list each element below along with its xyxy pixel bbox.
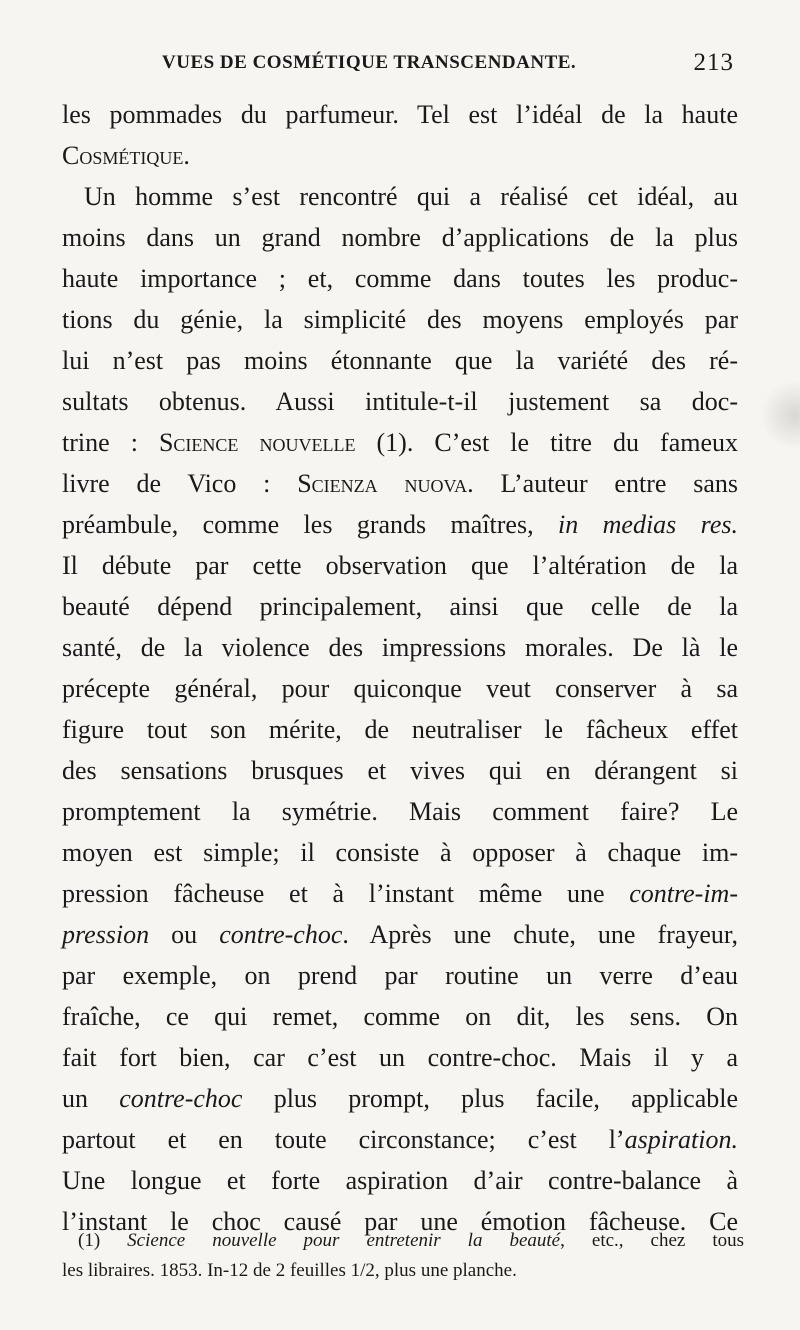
text-line: fraîche, ce qui remet, comme on dit, les sens. On bbox=[62, 1002, 738, 1031]
page-smudge bbox=[760, 380, 800, 450]
footnote-line: les libraires. 1853. In-12 de 2 feuilles 1/2, plus une planche. bbox=[62, 1260, 517, 1281]
text-line: pression ou contre-choc. Après une chute, une frayeur, bbox=[62, 920, 739, 949]
text-line: trine : Science nouvelle (1). C’est le titre du fameux bbox=[62, 428, 739, 457]
text-line: Cosmétique. bbox=[62, 141, 190, 170]
text-line: des sensations brusques et vives qui en dérangent si bbox=[62, 756, 738, 785]
text-line: précepte général, pour quiconque veut conserver à sa bbox=[62, 674, 738, 703]
page-number: 213 bbox=[693, 49, 734, 76]
text-line: fait fort bien, car c’est un contre-choc. Mais il y a bbox=[62, 1043, 738, 1072]
text-line: tions du génie, la simplicité des moyens employés par bbox=[62, 305, 738, 334]
text-line: pression fâcheuse et à l’instant même une contre-im- bbox=[62, 879, 738, 908]
text-line: santé, de la violence des impressions morales. De là le bbox=[62, 633, 738, 662]
text-line: moins dans un grand nombre d’applications de la plus bbox=[62, 223, 738, 252]
book-title-scienza-nuova: Scienza nuova bbox=[297, 469, 468, 498]
footnote-line: (1) Science nouvelle pour entretenir la beauté, etc., chez tous bbox=[78, 1230, 745, 1251]
book-title-science-nouvelle: Science nouvelle bbox=[158, 428, 356, 457]
text-line: partout et en toute circonstance; c’est l’aspiration. bbox=[62, 1125, 738, 1154]
text-line: figure tout son mérite, de neutraliser le fâcheux effet bbox=[62, 715, 738, 744]
text-line: promptement la symétrie. Mais comment faire? Le bbox=[62, 797, 738, 826]
text-line: Il débute par cette observation que l’altération de la bbox=[62, 551, 738, 580]
text-line: livre de Vico : Scienza nuova. L’auteur entre sans bbox=[62, 469, 738, 498]
text-line: moyen est simple; il consiste à opposer à chaque im- bbox=[62, 838, 738, 867]
text-line: haute importance ; et, comme dans toutes les produc- bbox=[62, 264, 738, 293]
text-line: par exemple, on prend par routine un verre d’eau bbox=[62, 961, 738, 990]
text-line: Une longue et forte aspiration d’air contre-balance à bbox=[62, 1166, 738, 1195]
paragraph-start-line: Un homme s’est rencontré qui a réalisé cet idéal, au bbox=[84, 182, 738, 211]
text-line: sultats obtenus. Aussi intitule-t-il justement sa doc- bbox=[62, 387, 738, 416]
running-head bbox=[140, 49, 740, 82]
text-line: préambule, comme les grands maîtres, in medias res. bbox=[62, 510, 738, 539]
running-head-title: VUES DE COSMÉTIQUE TRANSCENDANTE. bbox=[162, 52, 577, 73]
text-line: lui n’est pas moins étonnante que la variété des ré- bbox=[62, 346, 738, 375]
body-text bbox=[62, 94, 738, 1242]
footnote bbox=[62, 1226, 744, 1286]
text-line: les pommades du parfumeur. Tel est l’idéal de la haute bbox=[62, 100, 738, 129]
text-line: un contre-choc plus prompt, plus facile, applicable bbox=[62, 1084, 738, 1113]
text-line: l’instant le choc causé par une émotion fâcheuse. Ce bbox=[62, 1207, 738, 1236]
text-line: beauté dépend principalement, ainsi que celle de la bbox=[62, 592, 738, 621]
